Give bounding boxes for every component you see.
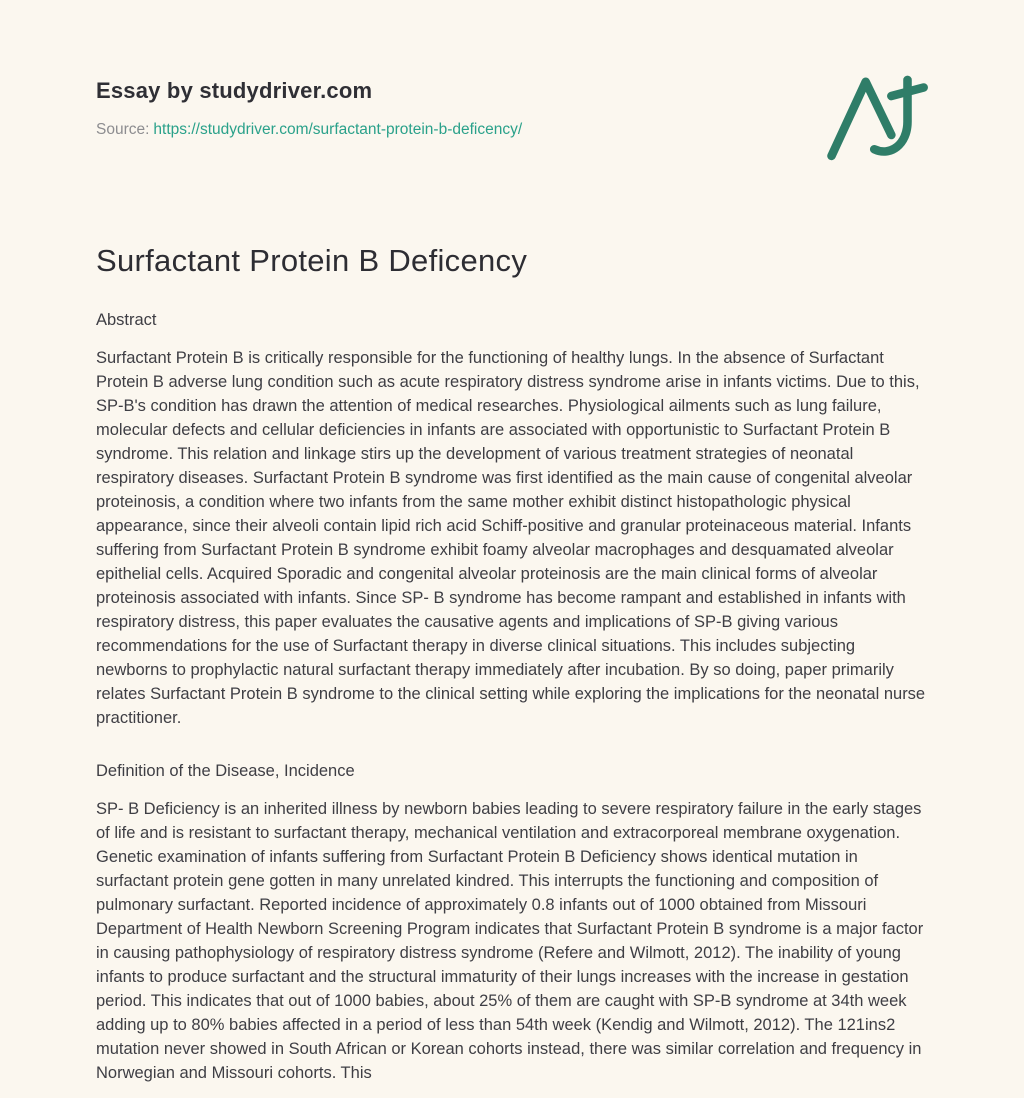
source-label: Source: — [96, 121, 150, 138]
source-url-link[interactable]: https://studydriver.com/surfactant-protein-b-deficency/ — [153, 121, 523, 138]
section-heading-abstract: Abstract — [96, 311, 157, 329]
source-line — [96, 121, 928, 139]
studydriver-logo-icon — [822, 68, 936, 164]
essay-byline: Essay by studydriver.com — [96, 78, 373, 103]
article-title: Surfactant Protein B Deficency — [96, 243, 528, 278]
definition-paragraph: SP- B Deficiency is an inherited illness by newborn babies leading to severe respiratory failure in the early stages of life and is resistant to surfactant therapy, mechanical ventilation and extracorporeal membrane oxygenation. Genetic examination of infants suffering from Surfactant Protein B Deficiency shows identical mutation in surfactant protein gene gotten in many unrelated kindred. This interrupts the functioning and composition of pulmonary surfactant. Reported incidence of approximately 0.8 infants out of 1000 obtained from Missouri Department of Health Newborn Screening Program indicates that Surfactant Protein B syndrome is a major factor in causing pathophysiology of respiratory distress syndrome (Refere and Wilmott, 2012). The inability of young infants to produce surfactant and the structural immaturity of their lungs increases with the increase in gestation period. This indicates that out of 1000 babies, about 25% of them are caught with SP-B syndrome at 34th week adding up to 80% babies affected in a period of less than 54th week (Kendig and Wilmott, 2012). The 121ins2 mutation never showed in South African or Korean cohorts instead, there was similar correlation and frequency in Norwegian and Missouri cohorts. This — [96, 800, 924, 1082]
abstract-paragraph: Surfactant Protein B is critically responsible for the functioning of healthy lungs. In the absence of Surfactant Protein B adverse lung condition such as acute respiratory distress syndrome arise in infants victims. Due to this, SP-B's condition has drawn the attention of medical researches. Physiological ailments such as lung failure, molecular defects and cellular deficiencies in infants are associated with opportunistic to Surfactant Protein B syndrome. This relation and linkage stirs up the development of various treatment strategies of neonatal respiratory diseases. Surfactant Protein B syndrome was first identified as the main cause of congenital alveolar proteinosis, a condition where two infants from the same mother exhibit distinct histopathologic physical appearance, since their alveoli contain lipid rich acid Schiff-positive and granular proteinaceous material. Infants suffering from Surfactant Protein B syndrome exhibit foamy alveolar macrophages and desquamated alveolar epithelial cells. Acquired Sporadic and congenital alveolar proteinosis are the main clinical forms of alveolar proteinosis associated with infants. Since SP- B syndrome has become rampant and established in infants with respiratory distress, this paper evaluates the causative agents and implications of SP-B giving various recommendations for the use of Surfactant therapy in diverse clinical situations. This includes subjecting newborns to prophylactic natural surfactant therapy immediately after incubation. By so doing, paper primarily relates Surfactant Protein B syndrome to the clinical setting while exploring the implications for the neonatal nurse practitioner. — [96, 349, 926, 727]
section-heading-definition: Definition of the Disease, Incidence — [96, 762, 355, 780]
